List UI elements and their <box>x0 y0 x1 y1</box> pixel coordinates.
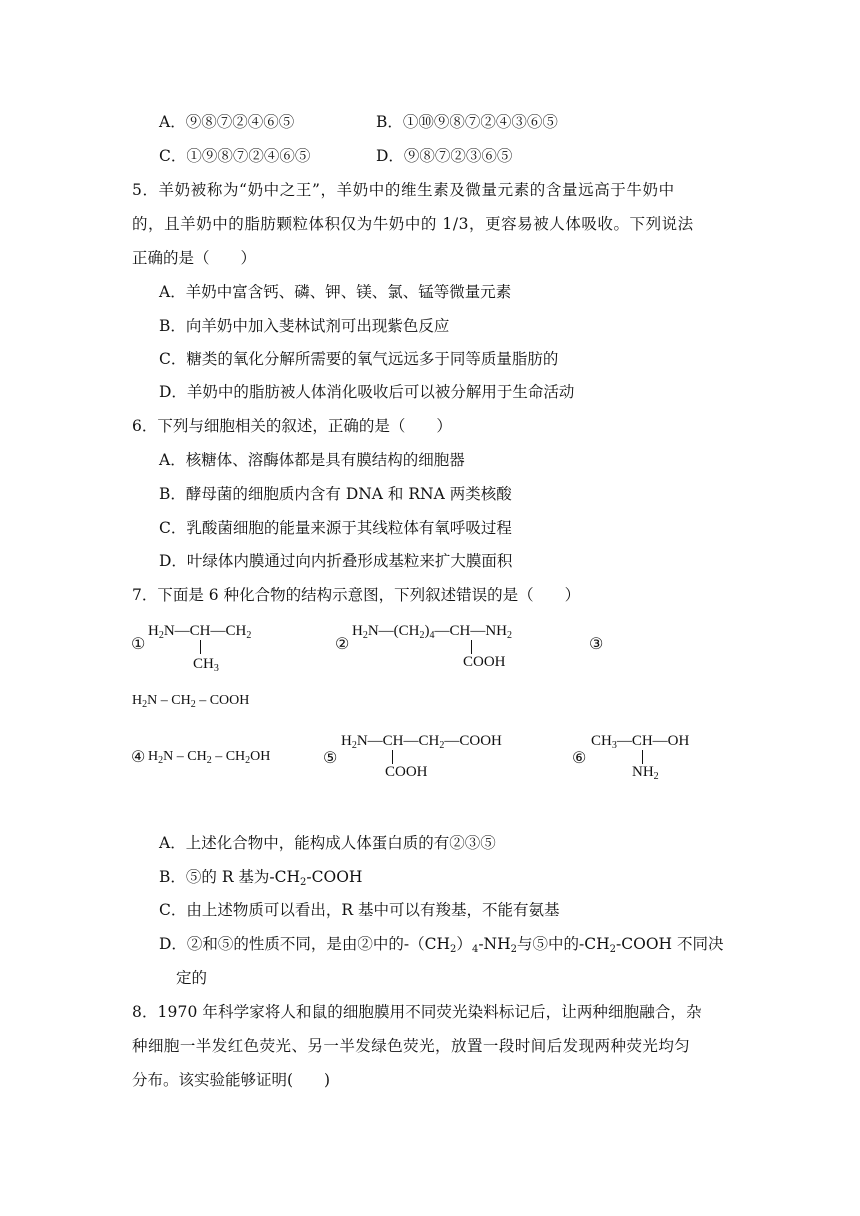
q6-option-d: D．叶绿体内膜通过向内折叠形成基粒来扩大膜面积 <box>159 552 513 570</box>
compound-6-main-chain: $CH_3—CH—OH$ <box>591 733 690 751</box>
compound-6-label: ⑥ <box>572 748 587 767</box>
compound-2-label: ② <box>335 634 350 653</box>
option-c-prev: C．①⑨⑧⑦②④⑥⑤ <box>159 147 311 165</box>
compound-2-branch: COOH <box>463 654 506 670</box>
q6-stem: 6．下列与细胞相关的叙述，正确的是（ ） <box>132 417 452 435</box>
compound-1-branch: $CH_3$ <box>193 656 219 674</box>
q6-option-a: A．核糖体、溶酶体都是具有膜结构的细胞器 <box>159 451 465 469</box>
compound-4-label: ④ <box>131 747 146 766</box>
compound-1-label: ① <box>131 634 146 653</box>
q7-option-b: B．⑤的 R 基为$-CH_2$-COOH <box>159 868 363 888</box>
compound-5-main-chain: $H_2N—CH—CH_2—COOH$ <box>341 733 502 751</box>
q7-stem: 7．下面是 6 种化合物的结构示意图，下列叙述错误的是（ ） <box>132 586 581 604</box>
compound-5-branch: COOH <box>385 764 428 780</box>
q5-option-b: B．向羊奶中加入斐林试剂可出现紫色反应 <box>159 317 450 335</box>
q8-stem-line3: 分布。该实验能够证明( ) <box>132 1071 331 1089</box>
compound-1-bond <box>200 640 201 654</box>
compound-4-formula: $H_2N - CH_2 - CH_2OH$ <box>148 749 271 766</box>
q8-stem-line1: 8．1970 年科学家将人和鼠的细胞膜用不同荧光染料标记后，让两种细胞融合，杂 <box>132 1003 702 1021</box>
option-d-prev: D．⑨⑧⑦②③⑥⑤ <box>376 147 513 165</box>
compound-2-bond <box>471 640 472 654</box>
q5-option-c: C．糖类的氧化分解所需要的氧气远远多于同等质量脂肪的 <box>159 350 559 368</box>
q5-option-a: A．羊奶中富含钙、磷、钾、镁、氯、锰等微量元素 <box>159 283 512 301</box>
compound-5-label: ⑤ <box>323 748 338 767</box>
compound-3-formula: $H_2N - CH_2$ – COOH <box>132 693 250 710</box>
q6-option-b: B．酵母菌的细胞质内含有 DNA 和 RNA 两类核酸 <box>159 485 512 503</box>
q7-option-d-continued: 定的 <box>176 969 208 987</box>
compound-5-bond <box>392 750 393 764</box>
q7-option-a: A．上述化合物中，能构成人体蛋白质的有②③⑤ <box>159 834 496 852</box>
q5-stem-line2: 的，且羊奶中的脂肪颗粒体积仅为牛奶中的 1/3，更容易被人体吸收。下列说法 <box>132 215 694 233</box>
q8-stem-line2: 种细胞一半发红色荧光、另一半发绿色荧光，放置一段时间后发现两种荧光均匀 <box>132 1037 691 1055</box>
q6-option-c: C．乳酸菌细胞的能量来源于其线粒体有氧呼吸过程 <box>159 519 512 537</box>
compound-2-main-chain: $H_2N—(CH_2)_4—CH—NH_2$ <box>352 623 513 641</box>
compound-3-label: ③ <box>589 634 604 653</box>
q5-stem-line1: 5．羊奶被称为“奶中之王”，羊奶中的维生素及微量元素的含量远高于牛奶中 <box>132 181 675 199</box>
option-a-prev: A．⑨⑧⑦②④⑥⑤ <box>159 113 295 131</box>
option-b-prev: B．①⑩⑨⑧⑦②④③⑥⑤ <box>376 113 558 131</box>
compound-6-bond <box>642 750 643 764</box>
q7-option-c: C．由上述物质可以看出，R 基中可以有羧基，不能有氨基 <box>159 901 560 919</box>
q5-option-d: D．羊奶中的脂肪被人体消化吸收后可以被分解用于生命活动 <box>159 383 575 401</box>
compound-1-main-chain: $H_2N—CH—CH_2$ <box>148 623 252 641</box>
compound-6-branch: $NH_2$ <box>632 764 659 782</box>
q7-option-d: D．②和⑤的性质不同，是由②中的$-(CH_2)_4-NH_2$与⑤中的$-CH_2$-COOH 不同决 <box>159 935 724 955</box>
q5-stem-line3: 正确的是（ ） <box>132 249 257 267</box>
